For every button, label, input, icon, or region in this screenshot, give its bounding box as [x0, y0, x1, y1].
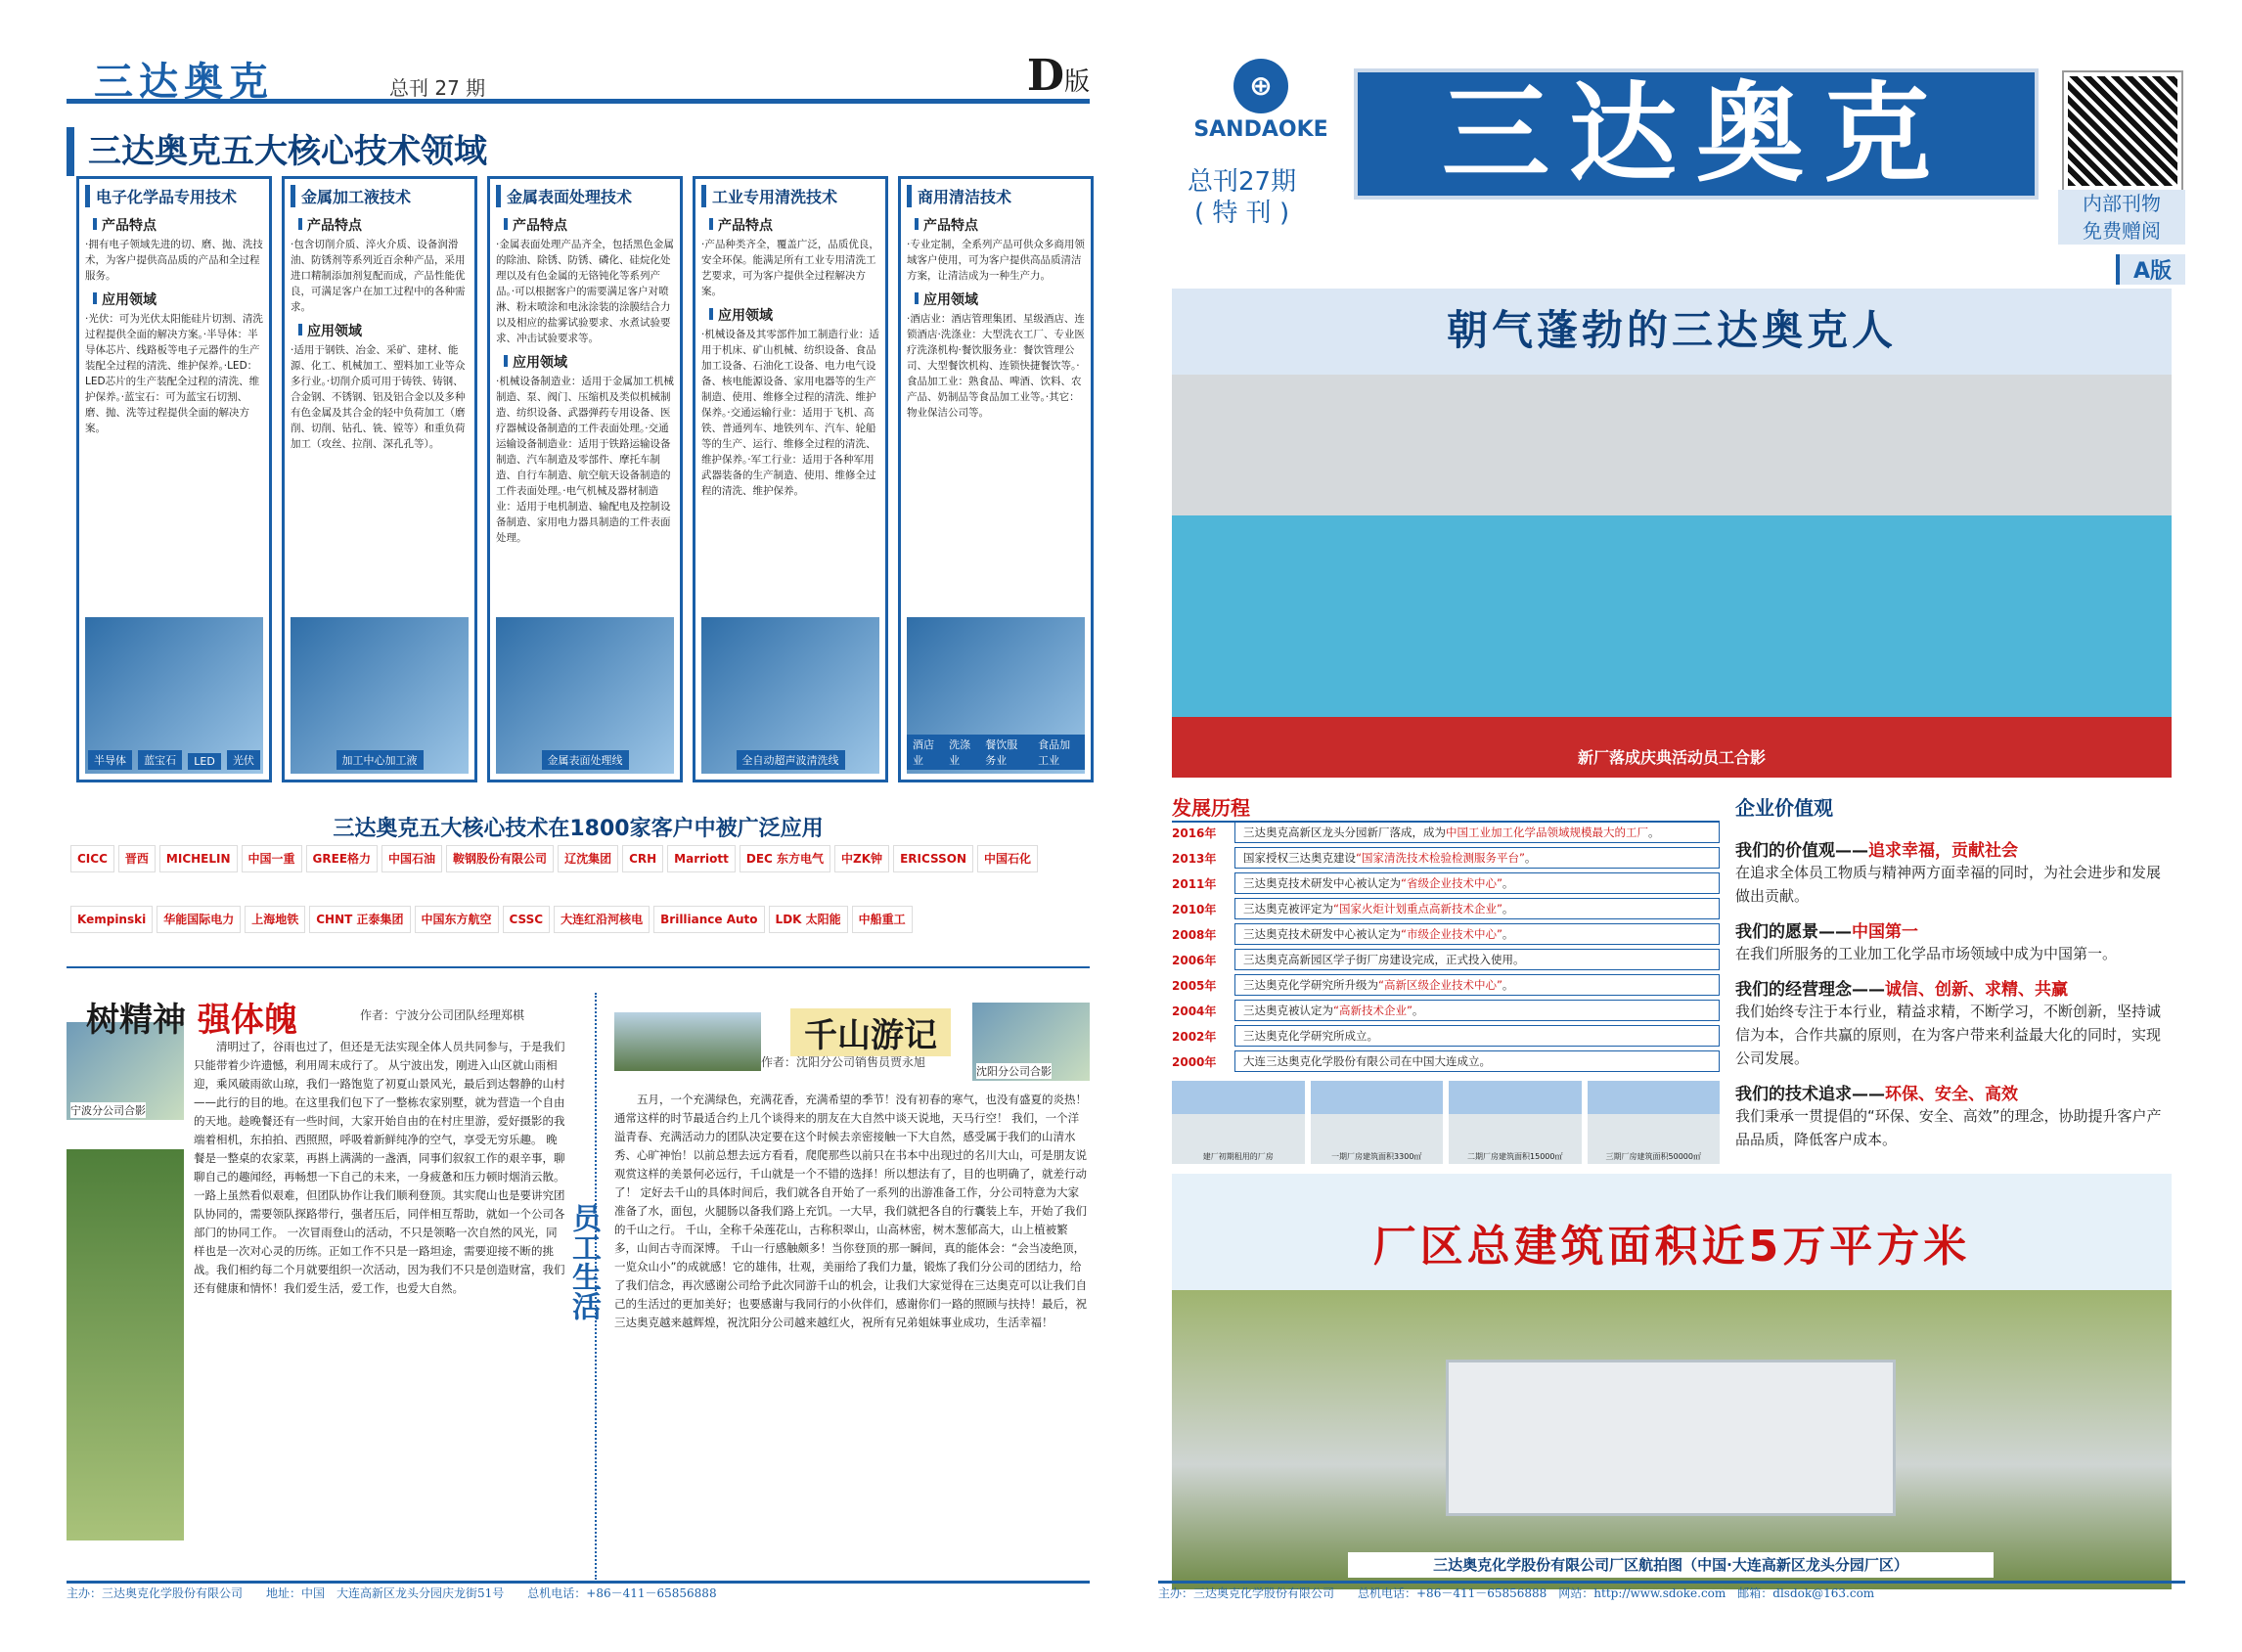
issue-number: 总刊 27 期 [389, 76, 486, 100]
image-label: 酒店业 [907, 735, 943, 770]
tech-images [291, 617, 469, 774]
tech-images [85, 617, 263, 774]
plant-building [1446, 1360, 1896, 1516]
value-text: 在我们所服务的工业加工化学品市场领域中成为中国第一。 [1735, 945, 2118, 962]
customer-logo: CHNT 正泰集团 [309, 906, 410, 933]
image-label: 半导体 [88, 750, 132, 770]
tech-column [76, 176, 272, 782]
customer-logo: CRH [622, 845, 663, 872]
history-event: 三达奥克高新区龙头分园新厂落成，成为中国工业加工化学品领域规模最大的工厂。 [1234, 822, 1720, 843]
customer-logo: 鞍钢股份有限公司 [446, 845, 554, 872]
hero-title: 朝气蓬勃的三达奥克人 [1446, 306, 1897, 354]
customer-logo: 晋西 [118, 845, 156, 872]
value-text: 我们始终专注于本行业，精益求精，不断学习，不断创新，坚持诚信为本，合作共赢的原则，在为客户带来利益最大化的同时，实现公司发展。 [1735, 1003, 2162, 1067]
customer-logo: 上海地铁 [245, 906, 305, 933]
issue-info: 总刊27期 ( 特 刊 ) [1188, 167, 1297, 228]
customer-logo: ERICSSON [893, 845, 973, 872]
history-year: 2005年 [1172, 978, 1217, 993]
history-title: 发展历程 [1172, 792, 1720, 823]
right-page [1158, 29, 2185, 1604]
feature-text: ·专业定制，全系列产品可供众多商用领域客户使用，可为客户提供高品质清洁方案，让清洁成为一种生产力。 [907, 239, 1085, 282]
history-row [1172, 896, 1720, 921]
logos-title: 三达奥克五大核心技术在1800家客户中被广泛应用 [333, 817, 824, 841]
essay-right [614, 993, 1090, 1580]
feature-text: ·产品种类齐全，覆盖广泛，品质优良，安全环保。能满足所有工业专用清洗工艺要求，可为客户提供全过程解决方案。 [701, 239, 879, 297]
left-masthead [67, 29, 1090, 104]
history-row [1172, 947, 1720, 972]
history-year: 2016年 [1172, 826, 1217, 840]
tech-column [898, 176, 1094, 782]
values-title: 企业价值观 [1735, 796, 1833, 820]
feature-heading: 产品特点 [93, 215, 263, 235]
tech-title: 金属表面处理技术 [496, 185, 674, 207]
history-event: 三达奥克技术研发中心被认定为“市级企业技术中心”。 [1234, 923, 1720, 945]
tech-title: 金属加工液技术 [291, 185, 469, 207]
value-heading: 我们的愿景——中国第一 [1735, 922, 1918, 942]
customer-logo: Kempinski [70, 906, 153, 933]
customer-logo: 中国石化 [977, 845, 1038, 872]
essay2-title: 千山游记 [790, 1008, 951, 1056]
image-label: 金属表面处理线 [542, 750, 629, 770]
value-text: 在追求全体员工物质与精神两方面幸福的同时，为社会进步和发展做出贡献。 [1735, 864, 2162, 905]
app-text: ·光伏：可为光伏太阳能硅片切割、清洗过程提供全面的解决方案。·半导体：半导体芯片、线路板等电子元器件的生产装配全过程的清洗、维护保养。·LED：LED芯片的生产装配全过程的清洗、维护保养。·蓝宝石：可为蓝宝石切割、磨、抛、洗等过程提供全面的解决方案。 [85, 313, 263, 434]
left-footer: 主办：三达奥克化学股份有限公司 地址：中国 大连高新区龙头分园庆龙街51号 总机电话：+86－411－65856888 [67, 1581, 1090, 1604]
customer-logo: Marriott [667, 845, 736, 872]
qr-caption: 内部刊物 免费赠阅 [2058, 190, 2185, 245]
image-label: 蓝宝石 [138, 750, 182, 770]
image-label: 餐饮服务业 [979, 735, 1032, 770]
image-label: 加工中心加工液 [336, 750, 424, 770]
value-item [1735, 975, 2166, 1070]
history-row [1172, 820, 1720, 845]
tech-column [693, 176, 888, 782]
customer-logo: CICC [70, 845, 114, 872]
app-heading: 应用领域 [709, 305, 879, 325]
history-event: 国家授权三达奥克建设“国家清洗技术检验检测服务平台”。 [1234, 847, 1720, 869]
feature-heading: 产品特点 [709, 215, 879, 235]
app-heading: 应用领域 [93, 290, 263, 309]
essay-body: 清明过了，谷雨也过了，但还是无法实现全体人员共同参与，于是我们只能带着少许遗憾，利用周末成行了。 从宁波出发，刚进入山区就山雨相迎，乘风破雨欲山琼，我们一路饱览了初夏山景风光，最后到达磐静的山村——此行的目的地。在这里我们包下了一整栋农家别墅，就为营造一个自由的天地。趁晚餐还有一些时间，大家开始自由的在村庄里游，爱好摄影的我端着相机，东拍拍、西照照，呼吸着新鲜纯净的空气，享受无穷乐趣。 晚餐是一整桌的农家菜，再斟上满满的一盏酒，同事们叙叙工作的艰辛事，聊聊自己的趣闻经，再畅想一下自己的未来，一身疲惫和压力顿时烟消云散。 一路上虽然看似艰难，但团队协作让我们顺利登顶。其实爬山也是要讲究团队协同的，需要领队探路带行，强者压后，同伴相互帮助，就如一个公司各部门的协同工作。 一次冒雨登山的活动，不只是领略一次自然的风光，同样也是一次对心灵的历练。正如工作不只是一路坦途，需要迎接不断的挑战。我们相约每二个月就要组织一次活动，因为我们不只是创造财富，我们还有健康和情怀！我们爱生活，爱工作，也爱大自然。 [194, 1040, 565, 1295]
feature-text: ·金属表面处理产品齐全，包括黑色金属的除油、除锈、防锈、磷化、硅烷化处理以及有色金属的无铬钝化等系列产品。·可以根据客户的需要满足客户对喷淋、粉末喷涂和电泳涂装的涂膜结合力以及相应的盐雾试验要求、水煮试验要求、冲击试验要求等。 [496, 239, 674, 344]
feature-text: ·包含切削介质、淬火介质、设备润滑油、防锈剂等系列近百余种产品，采用进口精制添加剂复配而成，产品性能优良，可满足客户在加工过程中的各种需求。 [291, 239, 466, 313]
feature-heading: 产品特点 [298, 215, 469, 235]
history-event: 三达奥克化学研究所成立。 [1234, 1025, 1720, 1047]
history-row [1172, 845, 1720, 871]
history-event: 大连三达奥克化学股份有限公司在中国大连成立。 [1234, 1050, 1720, 1072]
history-event: 三达奥克高新园区学子街厂房建设完成，正式投入使用。 [1234, 949, 1720, 970]
plant-title: 厂区总建筑面积近5万平方米 [1372, 1222, 1971, 1272]
qr-code [2064, 72, 2181, 190]
value-item [1735, 836, 2166, 908]
hero-section [1172, 289, 2172, 778]
image-label: 食品加工业 [1032, 735, 1085, 770]
tech-images [496, 617, 674, 774]
feature-text: ·拥有电子领域先进的切、磨、抛、洗技术，为客户提供高品质的产品和全过程服务。 [85, 239, 263, 282]
customer-logo: 华能国际电力 [157, 906, 241, 933]
logo-icon: ⊕ [1233, 59, 1288, 113]
customer-logo: DEC 东方电气 [740, 845, 830, 872]
customer-logo: 中ZK钟 [834, 845, 889, 872]
essay2-author: 作者：沈阳分公司销售员贾永旭 [761, 1055, 926, 1069]
customer-logo: Brilliance Auto [653, 906, 764, 933]
masthead-title: 三达奥克 [1442, 70, 1951, 197]
feature-heading: 产品特点 [915, 215, 1085, 235]
value-text: 我们秉承一贯提倡的“环保、安全、高效”的理念，协助提升客户产品品质，降低客户成本。 [1735, 1107, 2162, 1148]
app-heading: 应用领域 [298, 321, 469, 340]
customer-logo: 中船重工 [852, 906, 913, 933]
history-photo: 二期厂房建筑面积15000㎡ [1449, 1081, 1582, 1164]
history-list [1172, 820, 1720, 1074]
history-photo: 三期厂房建筑面积50000㎡ [1588, 1081, 1721, 1164]
tech-title: 工业专用清洗技术 [701, 185, 879, 207]
bridge-photo [67, 1149, 184, 1540]
app-heading: 应用领域 [915, 290, 1085, 309]
history-row [1172, 1049, 1720, 1074]
history-row [1172, 871, 1720, 896]
tech-images [701, 617, 879, 774]
history-year: 2006年 [1172, 953, 1217, 967]
section-title: 三达奥克五大核心技术领域 [67, 127, 487, 176]
edition-label: D版 [1026, 51, 1090, 101]
group-photo [1172, 375, 2172, 778]
history-row [1172, 998, 1720, 1023]
history-year: 2004年 [1172, 1004, 1217, 1018]
column-label: 员工生活 [566, 1203, 601, 1320]
app-text: ·机械设备制造业：适用于金属加工机械制造、泵、阀门、压缩机及类似机械制造、纺织设备、武器弹药专用设备、医疗器械设备制造的工件表面处理。·交通运输设备制造业：适用于铁路运输设备制造、汽车制造及零部件、摩托车制造、自行车制造、航空航天设备制造的工件表面处理。·电气机械及器材制造业：适用于电机制造、输配电及控制设备制造、家用电力器具制造的工件表面处理。 [496, 376, 674, 544]
mountain-photo [614, 1012, 761, 1071]
history-photo: 建厂初期租用的厂房 [1172, 1081, 1305, 1164]
history-event: 三达奥克化学研究所升级为“高新区级企业技术中心”。 [1234, 974, 1720, 996]
history-event: 三达奥克被评定为“国家火炬计划重点高新技术企业”。 [1234, 898, 1720, 919]
edition-label-a: A版 [2116, 254, 2185, 285]
customer-logo: 大连红沿河核电 [554, 906, 650, 933]
customer-logo: 辽沈集团 [558, 845, 618, 872]
customer-logo: MICHELIN [159, 845, 238, 872]
feature-heading: 产品特点 [504, 215, 674, 235]
history-year: 2011年 [1172, 876, 1217, 891]
essay-author: 作者：宁波分公司团队经理郑棋 [360, 1008, 525, 1022]
customer-logo: GREE格力 [306, 845, 379, 872]
history-photos [1172, 1081, 1720, 1164]
history-year: 2008年 [1172, 927, 1217, 942]
history-row [1172, 921, 1720, 947]
essay2-body: 五月，一个充满绿色，充满花香，充满希望的季节！没有初春的寒气，也没有盛夏的炎热！通常这样的时节最适合约上几个谈得来的朋友在大自然中谈天说地，天马行空！ 我们，一个洋溢青春、充满活动力的团队决定要在这个时候去亲密接触一下大自然，感受属于我们的山清水秀、心旷神怡！以前总想去远方看看，爬爬那些以前只在书本中出现过的名川大山，可是朋友说观赏这样的美景何必远行，千山就是一个不错的选择！所以想法有了，目的也明确了，就差行动了！ 定好去千山的具体时间后，我们就各自开始了一系列的出游准备工作，分公司特意为大家准备了水，面包，火腿肠以备我们路上充饥。一大早，我们就把各自的行囊装上车，开始了我们的千山之行。 千山，全称千朵莲花山，古称积翠山，山高林密，树木葱郁高大，山上植被繁多，山间古寺而深博。 千山一行感触颇多！当你登顶的那一瞬间，真的能体会：“会当凌绝顶，一览众山小”的成就感！它的雄伟，壮观，美丽给了我们力量，锻炼了我们分公司的团结力，给了我们信念，再次感谢公司给予此次同游千山的机会，让我们大家觉得在三达奥克可以让我们自己的生活过的更加美好；也要感谢与我同行的小伙伴们，感谢你们一路的照顾与扶持！最后，祝三达奥克越来越辉煌，祝沈阳分公司越来越红火，祝所有兄弟姐妹事业成功，生活幸福！ [614, 1093, 1087, 1329]
plant-caption: 三达奥克化学股份有限公司厂区航拍图（中国·大连高新区龙头分园厂区） [1348, 1552, 1994, 1578]
value-heading: 我们的技术追求——环保、安全、高效 [1735, 1085, 2018, 1104]
customer-logo: CSSC [503, 906, 551, 933]
history-year: 2000年 [1172, 1054, 1217, 1069]
company-logo: ⊕ SANDAOKE [1188, 59, 1334, 176]
customer-logo: LDK 太阳能 [769, 906, 848, 933]
image-label: LED [188, 753, 221, 770]
customer-logo: 中国石油 [381, 845, 442, 872]
team-photo-ningbo: 宁波分公司合影 [67, 1022, 184, 1120]
customer-logo: 中国一重 [242, 845, 302, 872]
value-item [1735, 1080, 2166, 1151]
essay-left [67, 993, 575, 1580]
app-heading: 应用领域 [504, 352, 674, 372]
history-year: 2013年 [1172, 851, 1217, 866]
image-label: 洗涤业 [943, 735, 979, 770]
history-photo: 一期厂房建筑面积3300㎡ [1311, 1081, 1444, 1164]
app-text: ·适用于钢铁、冶金、采矿、建材、能源、化工、机械加工、塑料加工业等众多行业。·切削介质可用于铸铁、铸钢、合金钢、不锈钢、铝及铝合金以及多种有色金属及其合金的轻中负荷加工（磨削、切削、钻孔、铣、镗等）和重负荷加工（攻丝、拉削、深孔孔等）。 [291, 344, 466, 450]
tech-images [907, 617, 1085, 774]
app-text: ·机械设备及其零部件加工制造行业：适用于机床、矿山机械、纺织设备、食品加工设备、石油化工设备、电力电气设备、核电能源设备、家用电器等的生产制造、使用、维修全过程的清洗、维护保养。·交通运输行业：适用于飞机、高铁、普通列车、地铁列车、汽车、轮船等的生产、运行、维修全过程的清洗、维护保养。·军工行业：适用于各种军用武器装备的生产制造、使用、维修全过程的清洗、维护保养。 [701, 329, 879, 497]
tech-title: 电子化学品专用技术 [85, 185, 263, 207]
value-item [1735, 917, 2166, 965]
history-row [1172, 1023, 1720, 1049]
history-event: 三达奥克被认定为“高新技术企业”。 [1234, 1000, 1720, 1021]
team-photo-shenyang: 沈阳分公司合影 [972, 1003, 1090, 1081]
group-photo-caption: 新厂落成庆典活动员工合影 [1577, 748, 1766, 767]
history-year: 2002年 [1172, 1029, 1217, 1044]
image-label: 全自动超声波清洗线 [737, 750, 845, 770]
history-event: 三达奥克技术研发中心被认定为“省级企业技术中心”。 [1234, 872, 1720, 894]
right-footer: 主办：三达奥克化学股份有限公司 总机电话：+86－411－65856888 网站：http://www.sdoke.com 邮箱：dlsdok@163.com [1158, 1581, 2185, 1604]
plant-section [1172, 1174, 2172, 1589]
value-heading: 我们的经营理念——诚信、创新、求精、共赢 [1735, 980, 2068, 1000]
left-page [67, 29, 1090, 1604]
value-heading: 我们的价值观——追求幸福，贡献社会 [1735, 841, 2018, 861]
customer-logo: 中国东方航空 [415, 906, 499, 933]
app-text: ·酒店业：酒店管理集团、星级酒店、连锁酒店·洗涤业：大型洗衣工厂、专业医疗洗涤机构·餐饮服务业：餐饮管理公司、大型餐饮机构、连锁快捷餐饮等。·食品加工业：熟食品、啤酒、饮料、农产品、奶制品等食品加工业等。·其它：物业保洁公司等。 [907, 313, 1085, 419]
essay-title: 树精神 强体魄 [86, 1001, 297, 1040]
image-label: 光伏 [227, 750, 260, 770]
tech-column [487, 176, 683, 782]
brand-small: 三达奥克 [94, 59, 274, 105]
tech-title: 商用清洁技术 [907, 185, 1085, 207]
tech-column [282, 176, 477, 782]
masthead-title-box [1354, 68, 2039, 200]
values-list [1735, 826, 2166, 1151]
customer-logos [67, 841, 1090, 968]
history-row [1172, 972, 1720, 998]
history-year: 2010年 [1172, 902, 1217, 916]
